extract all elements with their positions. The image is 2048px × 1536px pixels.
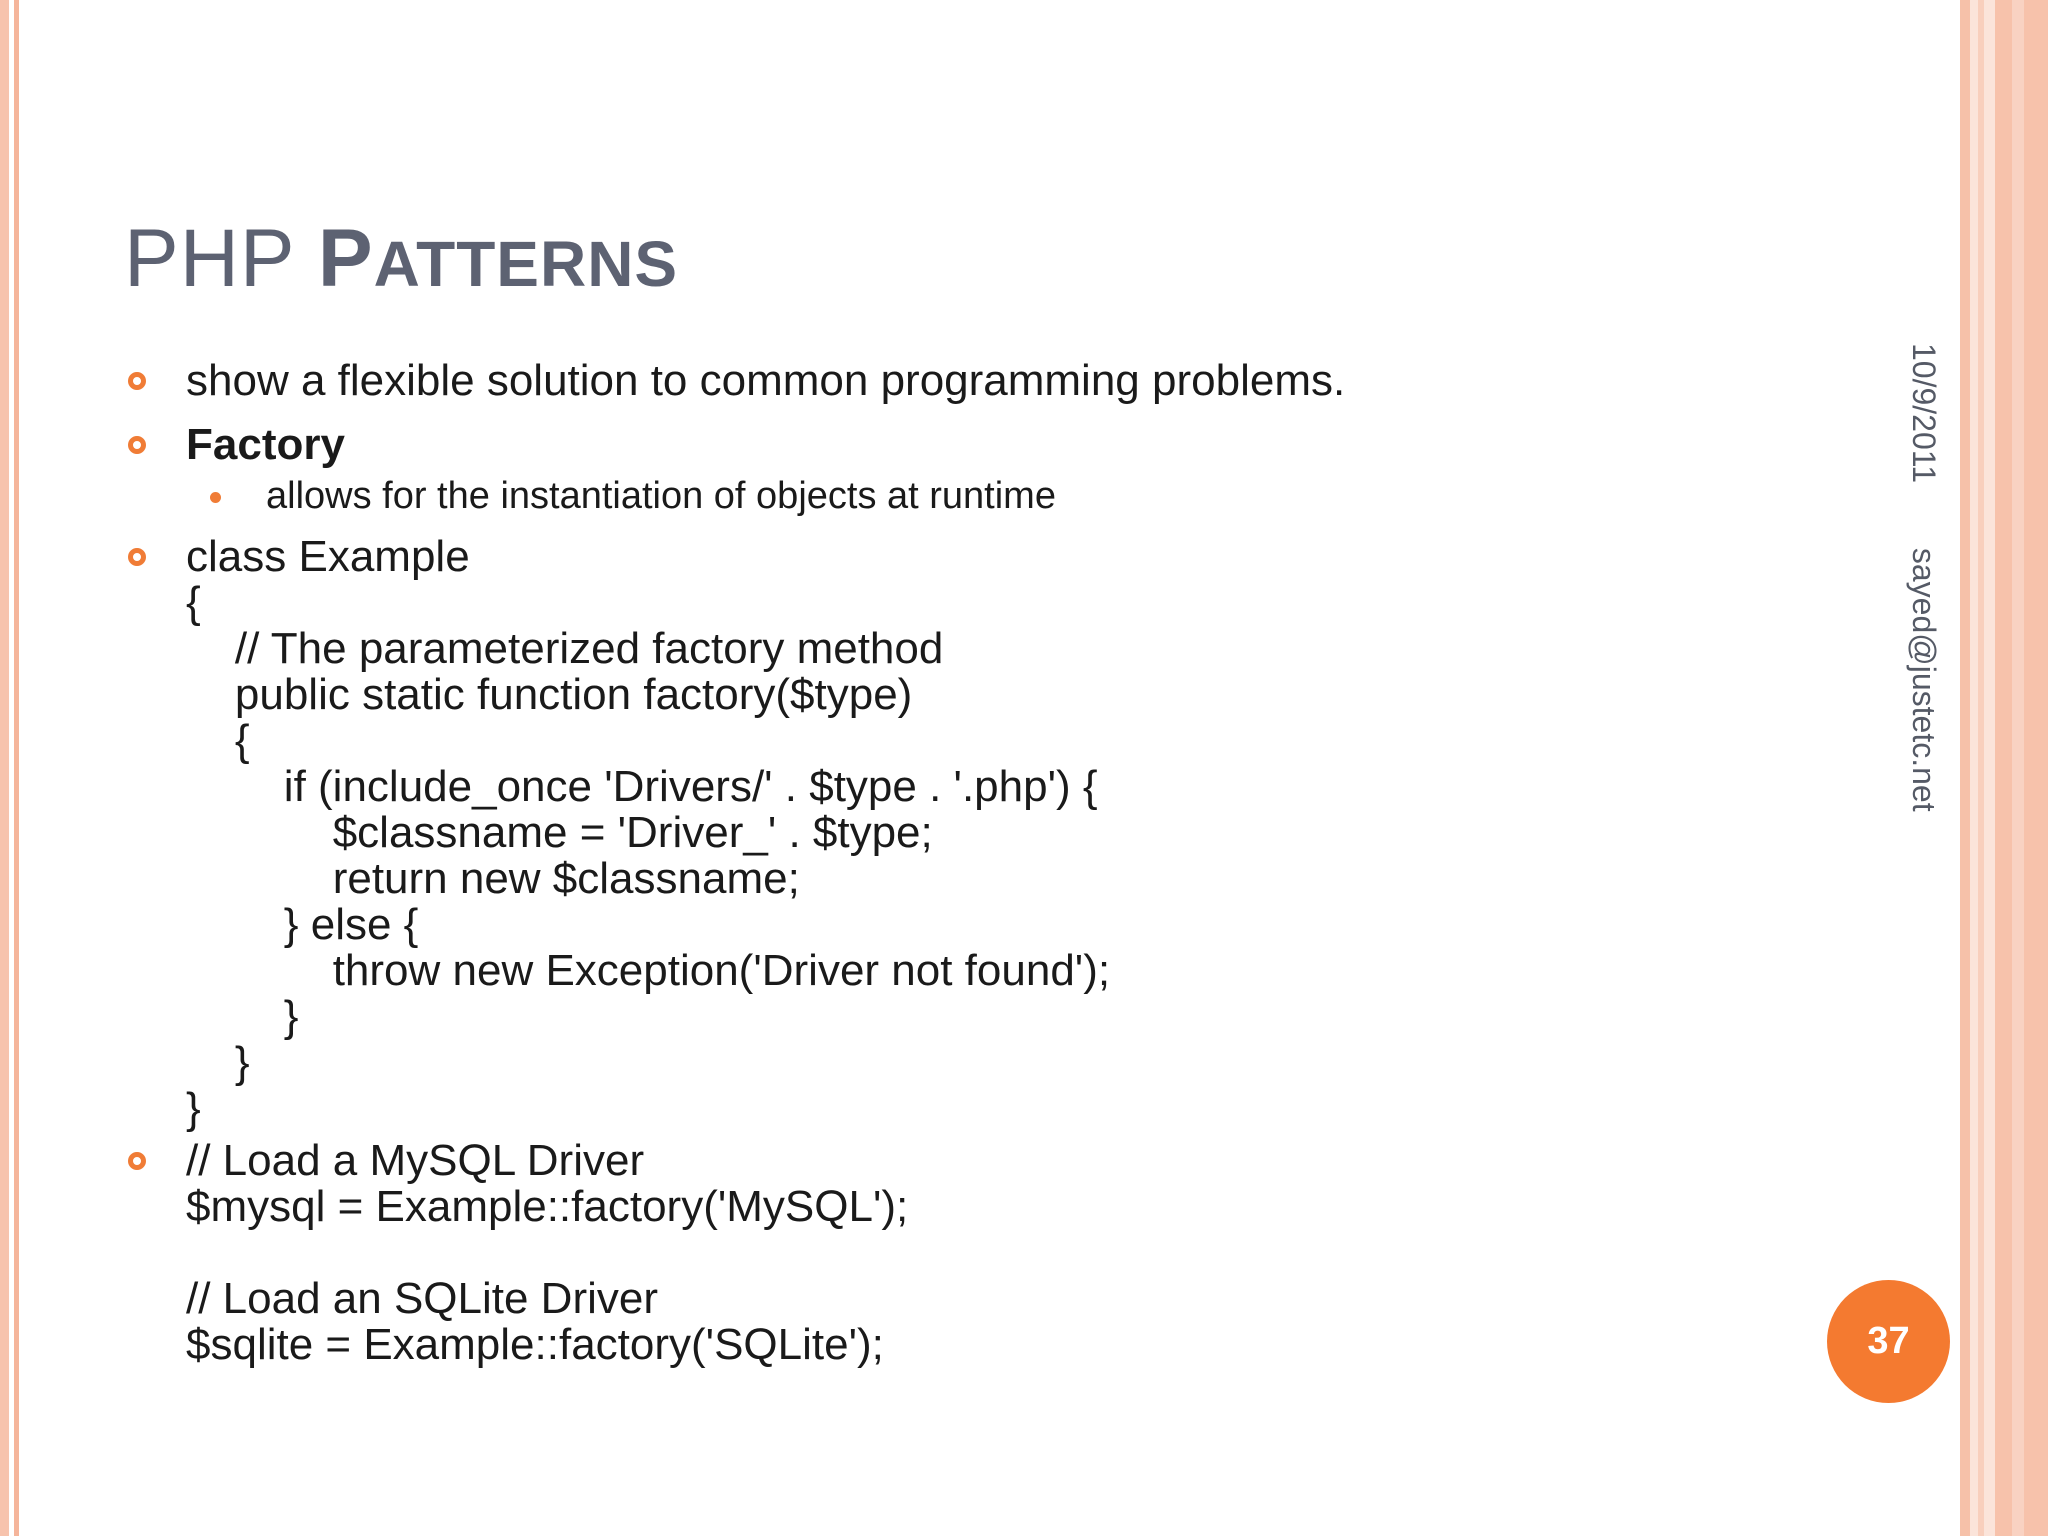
sub-bullet-dot-icon [210,492,221,503]
right-decorative-stripe [1978,0,1984,1536]
bullet-ring-icon [128,1152,146,1170]
code-line: if (include_once 'Drivers/' . $type . '.php') { [186,762,1098,811]
title-word-patterns: PATTERNS [317,213,679,304]
footer-email: sayed@justetc.net [1906,547,1942,812]
bullet-item [124,358,1904,404]
code-line: return new $classname; [186,854,800,903]
slide-title [124,212,678,306]
bullet-item-code-usage [124,1138,1904,1368]
code-line: throw new Exception('Driver not found'); [186,946,1111,995]
bullet-text: show a flexible solution to common programming problems. [186,356,1346,405]
code-line: public static function factory($type) [186,670,913,719]
page-number: 37 [1867,1320,1910,1362]
right-decorative-stripe [2012,0,2024,1536]
code-line: } [186,992,299,1041]
vertical-footer [1905,343,1942,812]
footer-date: 10/9/2011 [1906,343,1942,483]
page-number-badge [1827,1280,1950,1403]
code-line: $classname = 'Driver_' . $type; [186,808,933,857]
code-block-usage [186,1138,1904,1368]
code-line: { [186,716,250,765]
sub-bullet-item [124,476,1904,516]
right-decorative-stripe [1960,0,1970,1536]
code-line [186,1230,1904,1276]
bullet-text-factory: Factory [186,420,345,469]
code-block-class-example [186,534,1904,1132]
code-line: $sqlite = Example::factory('SQLite'); [186,1320,884,1369]
code-line: class Example [186,532,470,581]
code-line: $mysql = Example::factory('MySQL'); [186,1182,909,1231]
bullet-item-code-class [124,534,1904,1132]
code-line: } [186,1084,201,1133]
sub-bullet-text: allows for the instantiation of objects at runtime [266,475,1056,517]
title-word-php: PHP [124,213,295,304]
code-line: } else { [186,900,419,949]
bullet-item [124,422,1904,468]
code-line: { [186,578,201,627]
slide-content [124,358,1904,1368]
left-decorative-stripe-thin [14,0,19,1536]
bullet-ring-icon [128,548,146,566]
bullet-ring-icon [128,436,146,454]
code-line: } [186,1038,250,1087]
bullet-ring-icon [128,372,146,390]
code-line: // Load an SQLite Driver [186,1274,659,1323]
code-line: // Load a MySQL Driver [186,1136,645,1185]
left-decorative-stripe [0,0,9,1536]
code-line: // The parameterized factory method [186,624,944,673]
